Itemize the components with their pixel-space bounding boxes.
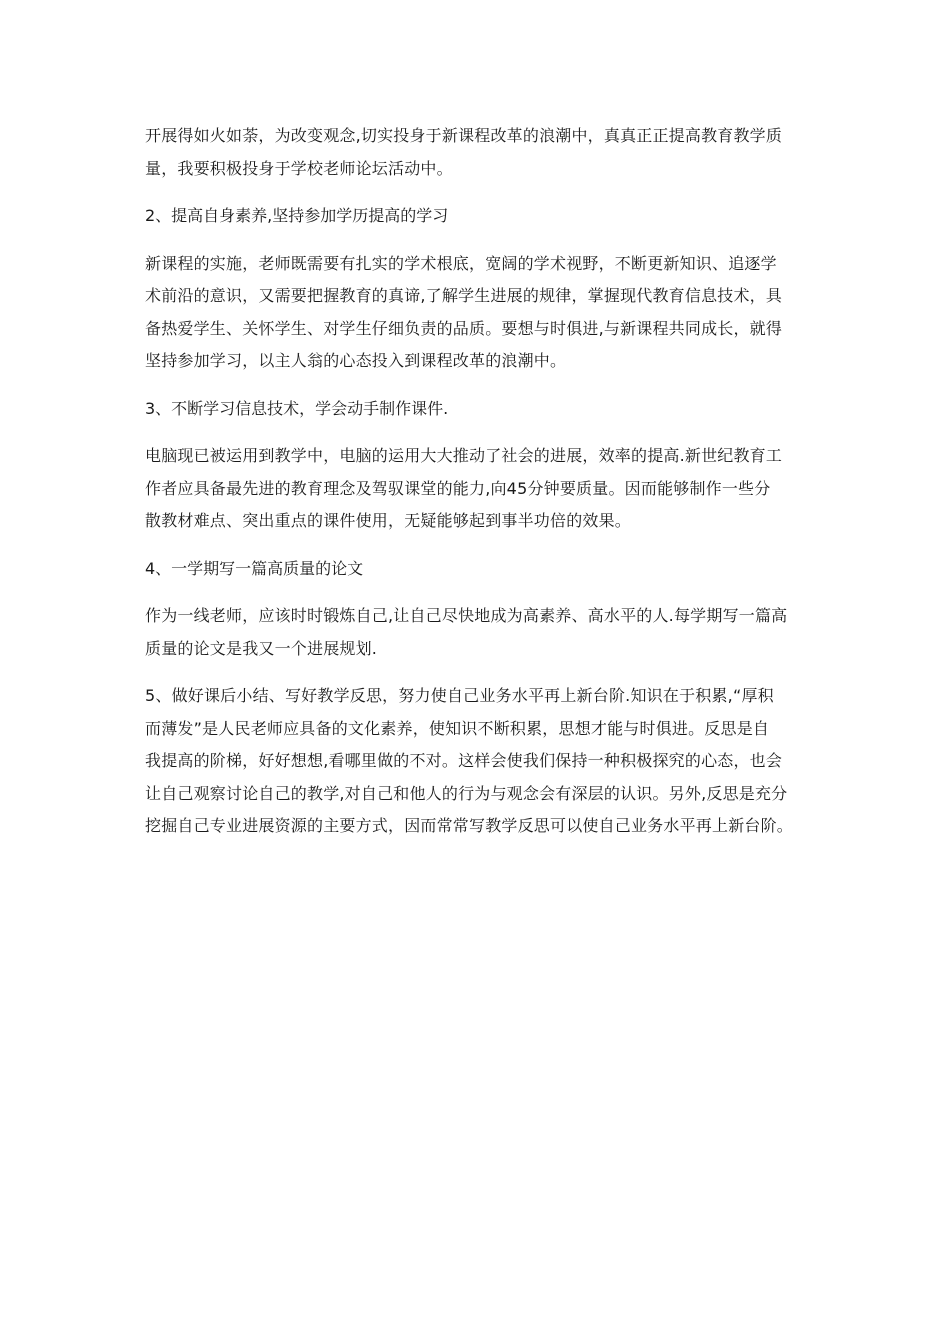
text-line: 而薄发”是人民老师应具备的文化素养，使知识不断积累，思想才能与时俱进。反思是自 (145, 718, 770, 738)
section-heading-4: 4、一学期写一篇高质量的论文 (145, 558, 364, 578)
text-line: 让自己观察讨论自己的教学,对自己和他人的行为与观念会有深层的认识。另外,反思是充分 (145, 783, 788, 803)
text-line: 量，我要积极投身于学校老师论坛活动中。 (145, 158, 453, 178)
text-line: 挖掘自己专业进展资源的主要方式，因而常常写教学反思可以使自己业务水平再上新台阶。 (145, 816, 794, 835)
text-line: 开展得如火如荼，为改变观念,切实投身于新课程改革的浪潮中，真真正正提高教育教学质 (145, 126, 783, 145)
section-heading-2: 2、提高自身素养,坚持参加学历提高的学习 (145, 206, 449, 225)
paragraph-section-5 (145, 680, 805, 843)
document-page (145, 120, 805, 843)
text-line: 坚持参加学习，以主人翁的心态投入到课程改革的浪潮中。 (145, 351, 567, 370)
paragraph-section-4 (145, 600, 805, 665)
text-line: 作为一线老师，应该时时锻炼自己,让自己尽快地成为高素养、高水平的人.每学期写一篇高 (145, 606, 788, 625)
text-line: 散教材难点、突出重点的课件使用，无疑能够起到事半功倍的效果。 (145, 511, 632, 530)
text-line: 新课程的实施，老师既需要有扎实的学术根底，宽阔的学术视野，不断更新知识、追逐学 (145, 253, 777, 273)
paragraph-section-3 (145, 440, 805, 538)
text-line: 质量的论文是我又一个进展规划. (145, 638, 378, 658)
text-line: 作者应具备最先进的教育理念及驾驭课堂的能力,向45分钟要质量。因而能够制作一些分 (145, 478, 771, 498)
section-heading-3: 3、不断学习信息技术，学会动手制作课件. (145, 398, 449, 418)
text-line: 术前沿的意识，又需要把握教育的真谛,了解学生进展的规律，掌握现代教育信息技术，具 (145, 286, 783, 305)
text-line: 5、做好课后小结、写好教学反思，努力使自己业务水平再上新台阶.知识在于积累,“厚积 (145, 686, 774, 705)
text-line: 电脑现已被运用到教学中，电脑的运用大大推动了社会的进展，效率的提高.新世纪教育工 (145, 446, 783, 465)
text-line: 我提高的阶梯，好好想想,看哪里做的不对。这样会使我们保持一种积极探究的心态，也会 (145, 751, 783, 770)
paragraph-section-2 (145, 248, 805, 378)
paragraph-intro (145, 120, 805, 185)
text-line: 备热爱学生、关怀学生、对学生仔细负责的品质。要想与时俱进,与新课程共同成长，就得 (145, 318, 783, 338)
